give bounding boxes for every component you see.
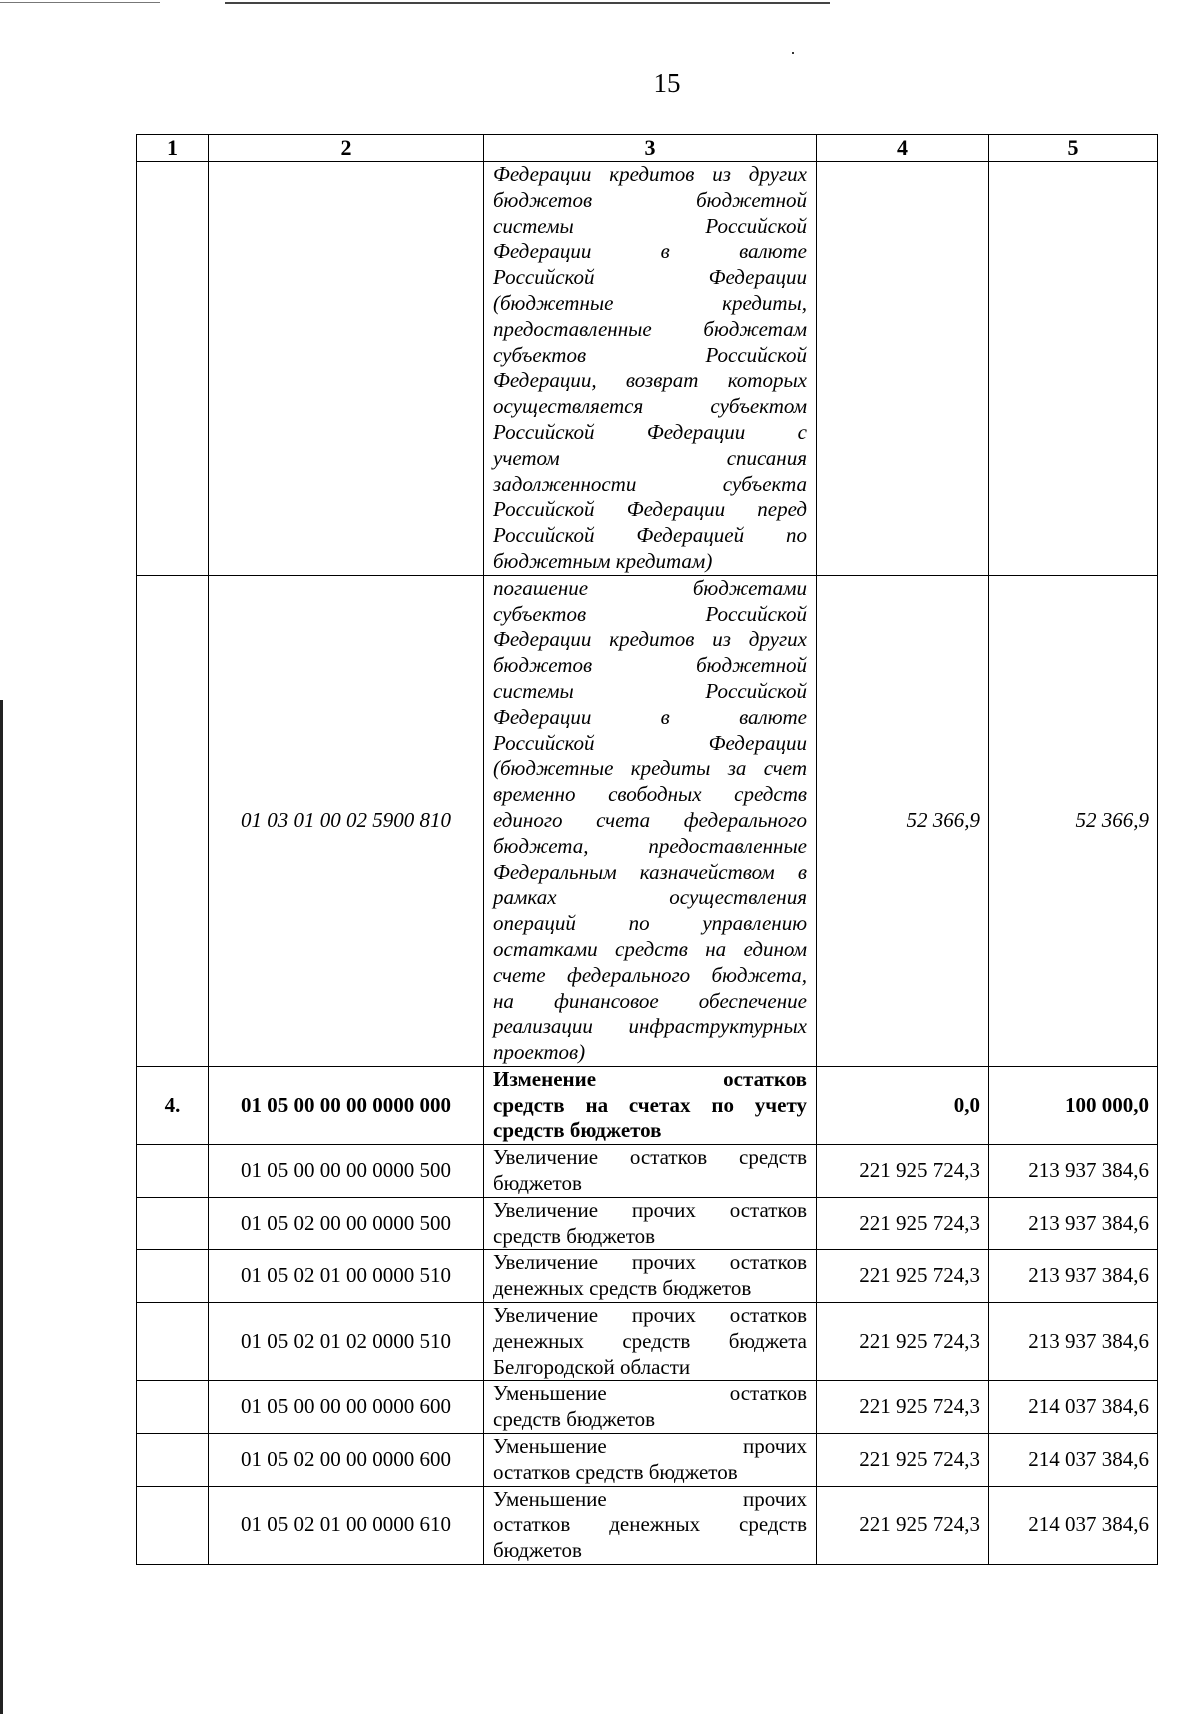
- description-line: Увеличение прочих остатков: [493, 1250, 807, 1275]
- amount-year1-cell: 221 925 724,3: [817, 1486, 989, 1564]
- column-header: 3: [484, 135, 817, 162]
- description-line: Российской Федерацией по: [493, 523, 807, 548]
- row-number-cell: [137, 162, 209, 576]
- description-line: Российской Федерации перед: [493, 497, 807, 522]
- description-line: Уменьшение прочих: [493, 1434, 807, 1459]
- amount-year1-cell: 221 925 724,3: [817, 1197, 989, 1250]
- description-line: (бюджетные кредиты за счет: [493, 756, 807, 781]
- budget-code-cell: 01 03 01 00 02 5900 810: [209, 575, 484, 1066]
- description-line: субъектов Российской: [493, 342, 807, 367]
- column-header: 1: [137, 135, 209, 162]
- description-line: Российской Федерации: [493, 730, 807, 755]
- description-line: единого счета федерального: [493, 807, 807, 832]
- amount-year1-cell: 221 925 724,3: [817, 1434, 989, 1487]
- amount-year1-cell: 221 925 724,3: [817, 1145, 989, 1198]
- amount-year1-cell: [817, 162, 989, 576]
- header-row: [137, 135, 1158, 162]
- description-line: Федерации, возврат которых: [493, 368, 807, 393]
- description-cell: [484, 1197, 817, 1250]
- budget-code-cell: 01 05 02 01 00 0000 510: [209, 1250, 484, 1303]
- row-number-cell: [137, 1303, 209, 1381]
- amount-year1-cell: 221 925 724,3: [817, 1303, 989, 1381]
- description-line: системы Российской: [493, 213, 807, 238]
- amount-year2-cell: 213 937 384,6: [989, 1303, 1158, 1381]
- description-cell: [484, 1250, 817, 1303]
- description-line: средств бюджетов: [493, 1407, 656, 1432]
- page-number: 15: [653, 68, 681, 98]
- row-number-cell: [137, 1434, 209, 1487]
- description-line: бюджетов бюджетной: [493, 187, 807, 212]
- table-row: [137, 1066, 1158, 1144]
- scan-edge-line-left: [0, 2, 160, 3]
- amount-year2-cell: 213 937 384,6: [989, 1145, 1158, 1198]
- description-line: учетом списания: [493, 445, 807, 470]
- table-row: [137, 1145, 1158, 1198]
- budget-sources-table: [136, 134, 1158, 1565]
- description-cell: [484, 1381, 817, 1434]
- budget-code-cell: 01 05 02 00 00 0000 500: [209, 1197, 484, 1250]
- description-line: Российской Федерации: [493, 265, 807, 290]
- amount-year2-cell: 214 037 384,6: [989, 1434, 1158, 1487]
- row-number-cell: [137, 1381, 209, 1434]
- amount-year2-cell: 213 937 384,6: [989, 1197, 1158, 1250]
- description-line: операций по управлению: [493, 911, 807, 936]
- description-line: рамках осуществления: [493, 885, 807, 910]
- row-number-cell: [137, 1145, 209, 1198]
- budget-code-cell: 01 05 02 01 00 0000 610: [209, 1486, 484, 1564]
- table-row: [137, 162, 1158, 576]
- row-number-cell: [137, 575, 209, 1066]
- table-row: [137, 1250, 1158, 1303]
- amount-year1-cell: 221 925 724,3: [817, 1381, 989, 1434]
- description-cell: [484, 1486, 817, 1564]
- description-line: средств бюджетов: [493, 1223, 656, 1248]
- description-cell: [484, 1145, 817, 1198]
- scan-speck: [792, 52, 794, 54]
- column-header: 5: [989, 135, 1158, 162]
- description-line: бюджетным кредитам): [493, 548, 713, 573]
- amount-year2-cell: 214 037 384,6: [989, 1381, 1158, 1434]
- description-line: Увеличение остатков средств: [493, 1145, 807, 1170]
- scan-edge-bar: [0, 700, 3, 1714]
- table-row: [137, 1197, 1158, 1250]
- description-line: денежных средств бюджетов: [493, 1276, 752, 1301]
- table-row: [137, 1486, 1158, 1564]
- description-line: Российской Федерации с: [493, 419, 807, 444]
- table-row: [137, 1381, 1158, 1434]
- description-line: бюджетов: [493, 1171, 582, 1196]
- description-line: проектов): [493, 1040, 586, 1065]
- description-line: бюджета, предоставленные: [493, 833, 807, 858]
- amount-year2-cell: 214 037 384,6: [989, 1486, 1158, 1564]
- row-number-cell: [137, 1197, 209, 1250]
- description-line: Уменьшение прочих: [493, 1486, 807, 1511]
- description-line: бюджетов бюджетной: [493, 653, 807, 678]
- table-row: [137, 1434, 1158, 1487]
- description-line: временно свободных средств: [493, 782, 807, 807]
- amount-year2-cell: 213 937 384,6: [989, 1250, 1158, 1303]
- description-line: средств бюджетов: [493, 1118, 662, 1143]
- description-line: осуществляется субъектом: [493, 394, 807, 419]
- description-line: средств на счетах по учету: [493, 1092, 807, 1117]
- budget-code-cell: 01 05 02 00 00 0000 600: [209, 1434, 484, 1487]
- description-line: Уменьшение остатков: [493, 1381, 807, 1406]
- description-line: остатков денежных средств: [493, 1512, 807, 1537]
- description-line: остатками средств на едином: [493, 936, 807, 961]
- description-cell: [484, 575, 817, 1066]
- description-cell: [484, 1303, 817, 1381]
- column-header: 4: [817, 135, 989, 162]
- amount-year1-cell: 221 925 724,3: [817, 1250, 989, 1303]
- description-line: Увеличение прочих остатков: [493, 1197, 807, 1222]
- description-line: реализации инфраструктурных: [493, 1014, 807, 1039]
- amount-year2-cell: [989, 162, 1158, 576]
- description-line: задолженности субъекта: [493, 471, 807, 496]
- amount-year1-cell: 52 366,9: [817, 575, 989, 1066]
- budget-code-cell: 01 05 02 01 02 0000 510: [209, 1303, 484, 1381]
- description-line: предоставленные бюджетам: [493, 316, 807, 341]
- description-line: Федерации кредитов из других: [493, 162, 807, 186]
- description-cell: [484, 162, 817, 576]
- row-number-cell: 4.: [137, 1066, 209, 1144]
- amount-year2-cell: 52 366,9: [989, 575, 1158, 1066]
- description-line: системы Российской: [493, 678, 807, 703]
- description-line: Белгородской области: [493, 1354, 691, 1379]
- description-line: (бюджетные кредиты,: [493, 290, 807, 315]
- description-line: Изменение остатков: [493, 1066, 807, 1091]
- description-line: Федерации в валюте: [493, 704, 807, 729]
- table-row: [137, 575, 1158, 1066]
- description-line: Федерации кредитов из других: [493, 627, 807, 652]
- description-line: счете федерального бюджета,: [493, 962, 807, 987]
- description-line: денежных средств бюджета: [493, 1328, 807, 1353]
- budget-code-cell: 01 05 00 00 00 0000 500: [209, 1145, 484, 1198]
- amount-year2-cell: 100 000,0: [989, 1066, 1158, 1144]
- description-line: на финансовое обеспечение: [493, 988, 807, 1013]
- budget-code-cell: 01 05 00 00 00 0000 600: [209, 1381, 484, 1434]
- description-cell: [484, 1434, 817, 1487]
- amount-year1-cell: 0,0: [817, 1066, 989, 1144]
- description-line: погашение бюджетами: [493, 575, 807, 600]
- budget-code-cell: [209, 162, 484, 576]
- description-line: остатков средств бюджетов: [493, 1459, 738, 1484]
- column-header: 2: [209, 135, 484, 162]
- description-line: Увеличение прочих остатков: [493, 1303, 807, 1328]
- description-cell: [484, 1066, 817, 1144]
- table-row: [137, 1303, 1158, 1381]
- description-line: бюджетов: [493, 1538, 582, 1563]
- description-line: субъектов Российской: [493, 601, 807, 626]
- scan-edge-line: [225, 2, 830, 4]
- row-number-cell: [137, 1486, 209, 1564]
- description-line: Федеральным казначейством в: [493, 859, 807, 884]
- description-line: Федерации в валюте: [493, 239, 807, 264]
- budget-code-cell: 01 05 00 00 00 0000 000: [209, 1066, 484, 1144]
- row-number-cell: [137, 1250, 209, 1303]
